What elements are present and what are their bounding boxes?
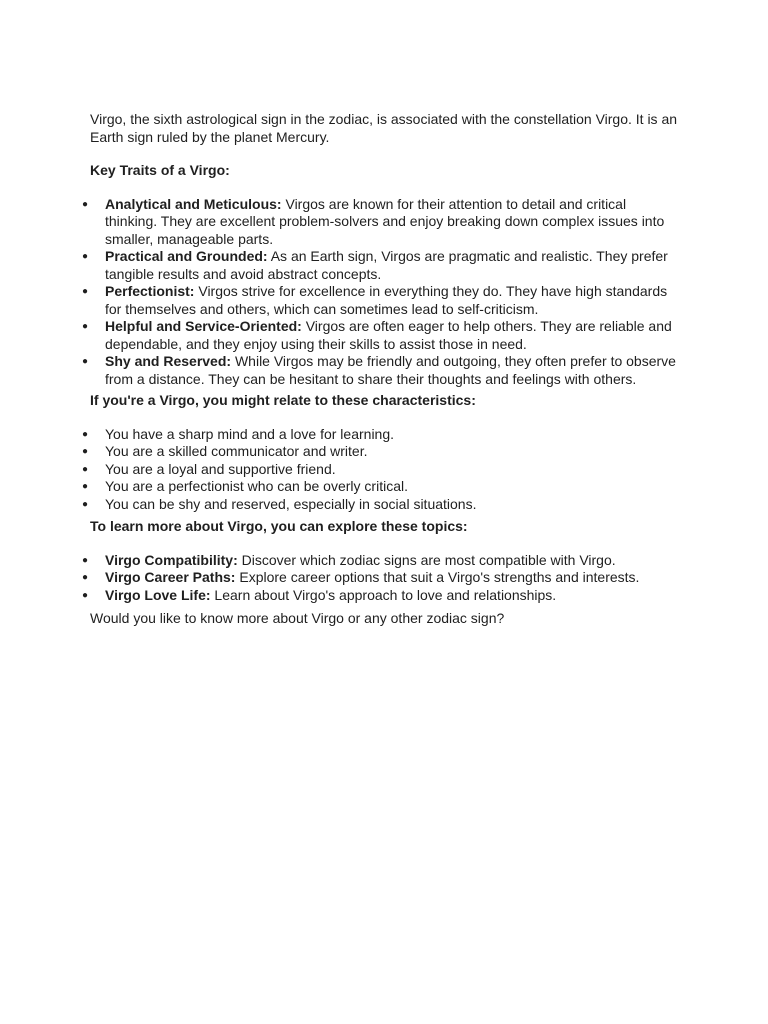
list-item: ● You are a skilled communicator and writer.: [90, 443, 682, 461]
list-item: [90, 318, 682, 353]
trait-text: Virgos strive for excellence in everything they do. They have high standards for themselves and others, which can sometimes lead to self-criticism.: [105, 283, 668, 317]
topic-text: Learn about Virgo's approach to love and relationships.: [210, 586, 557, 603]
closing-question: Would you like to know more about Virgo or any other zodiac sign?: [90, 610, 505, 626]
trait-text: Virgos are known for their attention to detail and critical thinking. They are excellent problem-solvers and enjoy breaking down complex issues into smaller, manageable parts.: [105, 195, 665, 247]
traits-heading: Key Traits of a Virgo:: [90, 162, 230, 178]
trait-label: Analytical and Meticulous:: [105, 195, 282, 212]
list-item: ● You have a sharp mind and a love for learning.: [90, 426, 682, 444]
list-item: [90, 587, 682, 605]
trait-label: Practical and Grounded:: [105, 248, 268, 264]
topic-label: Virgo Love Life:: [105, 586, 211, 603]
list-item: [90, 248, 682, 283]
list-item: ● You are a perfectionist who can be overly critical.: [90, 478, 682, 496]
trait-label: Helpful and Service-Oriented:: [105, 318, 302, 334]
list-item: [90, 196, 682, 249]
list-item: [90, 569, 682, 587]
topics-list: [90, 552, 682, 605]
trait-label: Shy and Reserved:: [105, 353, 232, 369]
list-item: [90, 552, 682, 570]
topics-heading: To learn more about Virgo, you can explore these topics:: [90, 518, 468, 534]
topic-label: Virgo Career Paths:: [105, 569, 236, 585]
characteristics-list: [90, 426, 682, 514]
list-item: [90, 353, 682, 388]
trait-text: As an Earth sign, Virgos are pragmatic and realistic. They prefer tangible results and avoid abstract concepts.: [105, 248, 668, 282]
list-item: ● You can be shy and reserved, especially in social situations.: [90, 496, 682, 514]
topic-text: Explore career options that suit a Virgo's strengths and interests.: [235, 569, 640, 585]
traits-list: [90, 196, 682, 389]
topic-text: Discover which zodiac signs are most compatible with Virgo.: [237, 551, 616, 568]
list-item: ● You are a loyal and supportive friend.: [90, 461, 682, 479]
intro-paragraph: Virgo, the sixth astrological sign in the zodiac, is associated with the constellation Virgo. It is an Earth sign ruled by the planet Mercury.: [90, 111, 678, 145]
document-content: [90, 111, 682, 628]
list-item: [90, 283, 682, 318]
trait-text: While Virgos may be friendly and outgoing, they often prefer to observe from a distance. They can be hesitant to share their thoughts and feelings with others.: [105, 353, 676, 387]
trait-text: Virgos are often eager to help others. They are reliable and dependable, and they enjoy using their skills to assist those in need.: [105, 318, 672, 352]
trait-label: Perfectionist:: [105, 283, 195, 299]
topic-label: Virgo Compatibility:: [105, 551, 238, 568]
characteristics-heading: If you're a Virgo, you might relate to these characteristics:: [90, 392, 476, 408]
